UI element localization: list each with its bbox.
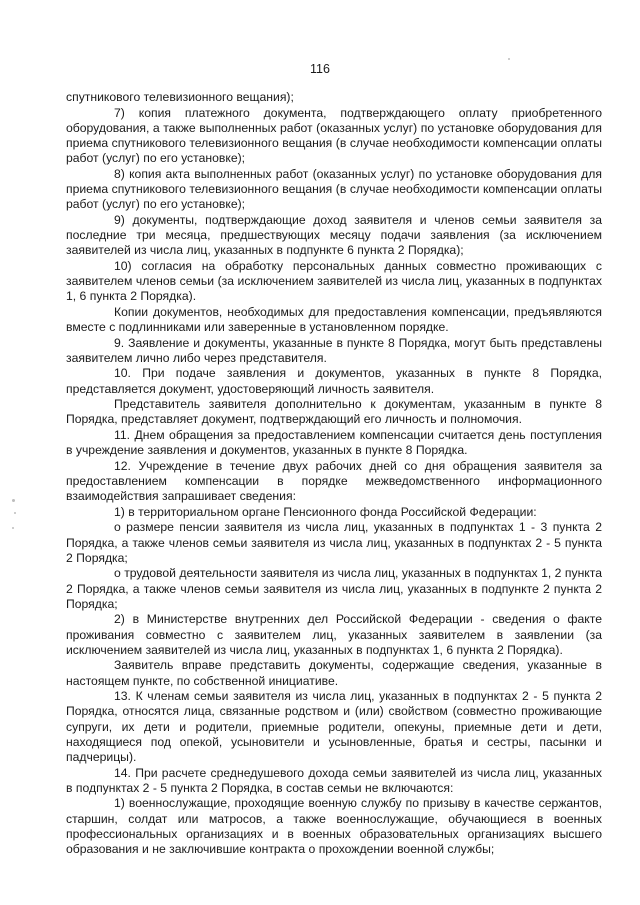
paragraph: 13. К членам семьи заявителя из числа лиц, указанных в подпунктах 2 - 5 пункта 2 Порядка, относятся лица, связанные родством и (или) свойством (совместно проживающие супруги, их дети и родители, приемные родители, опекуны, приемные дети и дети, находящиеся под опекой, усыновители и усыновленные, братья и сестры, пасынки и падчерицы).	[66, 689, 602, 764]
scan-speck	[12, 527, 14, 529]
paragraph: о трудовой деятельности заявителя из числа лиц, указанных в подпунктах 1, 2 пункта 2 Порядка, а также членов семьи заявителя из числа лиц, указанных в подпункте 2 пункта 2 Порядка;	[66, 566, 602, 611]
paragraph: 7) копия платежного документа, подтверждающего оплату приобретенного оборудования, а также выполненных работ (оказанных услуг) по установке оборудования для приема спутникового телевизионного вещания (в случае необходимости компенсации оплаты работ (услуг) по его установке);	[66, 105, 602, 166]
paragraph: Заявитель вправе представить документы, содержащие сведения, указанные в настоящем пункте, по собственной инициативе.	[66, 658, 602, 688]
paragraph: 11. Днем обращения за предоставлением компенсации считается день поступления в учреждение заявления и документов, указанных в пункте 8 Порядка.	[66, 427, 602, 458]
document-body	[66, 90, 602, 858]
scan-speck	[12, 499, 15, 502]
paragraph: 2) в Министерстве внутренних дел Российской Федерации - сведения о факте проживания совместно с заявителем лиц, указанных заявителем в заявлении (за исключением заявителей из числа лиц, указанных в подпунктах 1, 6 пункта 2 Порядка).	[66, 612, 602, 657]
paragraph: Копии документов, необходимых для предоставления компенсации, предъявляются вместе с подлинниками или заверенные в установленном порядке.	[66, 304, 602, 334]
paragraph: 1) в территориальном органе Пенсионного фонда Российской Федерации:	[114, 504, 537, 519]
paragraph: 8) копия акта выполненных работ (оказанных услуг) по установке оборудования для приема спутникового телевизионного вещания (в случае необходимости компенсации оплаты работ (услуг) по его установке);	[66, 166, 602, 212]
paragraph: о размере пенсии заявителя из числа лиц, указанных в подпунктах 1 - 3 пункта 2 Порядка, а также членов семьи заявителя из числа лиц, указанных в подпунктах 2 - 5 пункта 2 Порядка;	[66, 520, 602, 565]
paragraph: 10) согласия на обработку персональных данных совместно проживающих с заявителем членов семьи (за исключением заявителей из числа лиц, указанных в подпунктах 1, 6 пункта 2 Порядка).	[66, 258, 602, 304]
paragraph: 10. При подаче заявления и документов, указанных в пункте 8 Порядка, представляется документ, удостоверяющий личность заявителя.	[66, 366, 602, 396]
scan-speck	[508, 58, 510, 60]
page-number: 116	[310, 62, 330, 76]
paragraph: 12. Учреждение в течение двух рабочих дней со дня обращения заявителя за предоставлением компенсации в порядке межведомственного информационного взаимодействия запрашивает сведения:	[66, 458, 602, 504]
paragraph: спутникового телевизионного вещания);	[66, 90, 294, 104]
paragraph: 14. При расчете среднедушевого дохода семьи заявителей из числа лиц, указанных в подпунктах 2 - 5 пункта 2 Порядка, в состав семьи не включаются:	[66, 765, 602, 795]
scan-speck	[14, 512, 16, 514]
paragraph: 1) военнослужащие, проходящие военную службу по призыву в качестве сержантов, старшин, солдат или матросов, а также военнослужащие, обучающиеся в военных профессиональных организациях и в военных образовательных организациях высшего образования и не заключившие контракта о прохождении военной службы;	[66, 796, 602, 856]
paragraph: 9) документы, подтверждающие доход заявителя и членов семьи заявителя за последние три месяца, предшествующих месяцу подачи заявления (за исключением заявителей из числа лиц, указанных в подпункте 6 пункта 2 Порядка);	[66, 212, 602, 258]
paragraph: Представитель заявителя дополнительно к документам, указанным в пункте 8 Порядка, представляет документ, подтверждающий его личность и полномочия.	[66, 397, 602, 427]
paragraph: 9. Заявление и документы, указанные в пункте 8 Порядка, могут быть представлены заявителем лично либо через представителя.	[66, 335, 602, 365]
